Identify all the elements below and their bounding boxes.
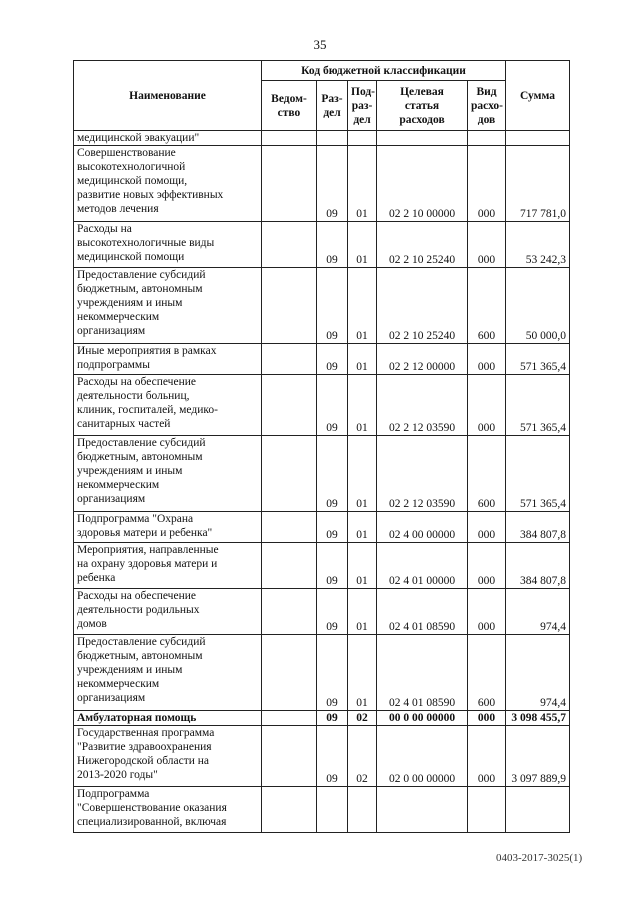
table-row xyxy=(74,436,570,512)
row-target-article: 02 0 00 00000 xyxy=(377,726,468,787)
table-row xyxy=(74,146,570,222)
row-section: 09 xyxy=(317,146,348,222)
row-department xyxy=(262,375,317,436)
budget-table xyxy=(73,60,570,833)
row-subsection: 02 xyxy=(348,711,377,726)
row-name: Амбулаторная помощь xyxy=(74,711,262,726)
row-expense-type: 000 xyxy=(468,512,506,543)
row-name: Предоставление субсидий бюджетным, автономным учреждениям и иным некоммерческим организациям xyxy=(74,635,262,711)
row-section: 09 xyxy=(317,711,348,726)
row-expense-type: 000 xyxy=(468,222,506,268)
table-row xyxy=(74,787,570,833)
row-amount: 384 807,8 xyxy=(506,512,570,543)
row-target-article: 02 2 10 25240 xyxy=(377,222,468,268)
row-target-article: 02 4 00 00000 xyxy=(377,512,468,543)
row-section: 09 xyxy=(317,375,348,436)
row-expense-type: 600 xyxy=(468,635,506,711)
row-amount: 3 097 889,9 xyxy=(506,726,570,787)
table-row xyxy=(74,268,570,344)
row-name: Совершенствование высокотехнологичной медицинской помощи, развитие новых эффективных методов лечения xyxy=(74,146,262,222)
row-amount: 571 365,4 xyxy=(506,344,570,375)
row-target-article: 02 2 12 03590 xyxy=(377,436,468,512)
header-target-article: Целевая статья расходов xyxy=(377,81,468,131)
page-number: 35 xyxy=(313,37,327,52)
row-department xyxy=(262,344,317,375)
row-department xyxy=(262,268,317,344)
row-subsection: 01 xyxy=(348,268,377,344)
row-subsection: 01 xyxy=(348,436,377,512)
table-row xyxy=(74,344,570,375)
row-amount: 717 781,0 xyxy=(506,146,570,222)
table-row xyxy=(74,543,570,589)
row-subsection xyxy=(348,787,377,833)
row-section: 09 xyxy=(317,543,348,589)
row-expense-type: 000 xyxy=(468,543,506,589)
header-amount: Сумма xyxy=(506,61,570,131)
row-subsection: 01 xyxy=(348,512,377,543)
row-expense-type xyxy=(468,787,506,833)
row-section: 09 xyxy=(317,589,348,635)
row-amount: 974,4 xyxy=(506,635,570,711)
table-header xyxy=(74,61,570,131)
table-row xyxy=(74,222,570,268)
table-row xyxy=(74,512,570,543)
row-subsection: 01 xyxy=(348,543,377,589)
row-expense-type: 000 xyxy=(468,375,506,436)
row-target-article: 02 2 10 00000 xyxy=(377,146,468,222)
row-amount xyxy=(506,131,570,146)
row-name: Предоставление субсидий бюджетным, автономным учреждениям и иным некоммерческим организациям xyxy=(74,436,262,512)
row-target-article: 02 2 10 25240 xyxy=(377,268,468,344)
row-amount: 50 000,0 xyxy=(506,268,570,344)
row-expense-type: 000 xyxy=(468,344,506,375)
row-department xyxy=(262,726,317,787)
row-subsection: 01 xyxy=(348,146,377,222)
row-department xyxy=(262,436,317,512)
row-target-article: 02 4 01 08590 xyxy=(377,635,468,711)
row-department xyxy=(262,146,317,222)
row-department xyxy=(262,635,317,711)
row-expense-type: 000 xyxy=(468,589,506,635)
row-expense-type: 600 xyxy=(468,436,506,512)
table-row xyxy=(74,589,570,635)
row-expense-type xyxy=(468,131,506,146)
row-subsection: 01 xyxy=(348,635,377,711)
table-row xyxy=(74,375,570,436)
row-subsection: 01 xyxy=(348,222,377,268)
row-department xyxy=(262,543,317,589)
row-section: 09 xyxy=(317,344,348,375)
row-section: 09 xyxy=(317,268,348,344)
row-name: Расходы на обеспечение деятельности больниц, клиник, госпиталей, медико- санитарных частей xyxy=(74,375,262,436)
row-expense-type: 000 xyxy=(468,711,506,726)
row-subsection: 01 xyxy=(348,589,377,635)
row-department xyxy=(262,787,317,833)
table-row xyxy=(74,635,570,711)
document-code: 0403-2017-3025(1) xyxy=(496,852,583,864)
row-section: 09 xyxy=(317,512,348,543)
header-expense-type: Вид расхо- дов xyxy=(468,81,506,131)
header-department: Ведом- ство xyxy=(262,81,317,131)
row-section: 09 xyxy=(317,635,348,711)
table-row xyxy=(74,131,570,146)
row-section xyxy=(317,787,348,833)
row-name: Предоставление субсидий бюджетным, автономным учреждениям и иным некоммерческим организациям xyxy=(74,268,262,344)
row-department xyxy=(262,222,317,268)
row-amount: 384 807,8 xyxy=(506,543,570,589)
header-name: Наименование xyxy=(74,61,262,131)
row-amount: 53 242,3 xyxy=(506,222,570,268)
header-classification-group: Код бюджетной классификации xyxy=(262,61,506,81)
row-amount xyxy=(506,787,570,833)
row-department xyxy=(262,512,317,543)
row-expense-type: 600 xyxy=(468,268,506,344)
row-name: Подпрограмма "Охрана здоровья матери и ребенка" xyxy=(74,512,262,543)
row-target-article xyxy=(377,787,468,833)
row-expense-type: 000 xyxy=(468,146,506,222)
row-target-article: 00 0 00 00000 xyxy=(377,711,468,726)
row-name: Государственная программа "Развитие здравоохранения Нижегородской области на 2013-2020 годы" xyxy=(74,726,262,787)
row-section: 09 xyxy=(317,436,348,512)
row-target-article: 02 4 01 08590 xyxy=(377,589,468,635)
row-amount: 571 365,4 xyxy=(506,375,570,436)
row-section xyxy=(317,131,348,146)
table-row xyxy=(74,726,570,787)
row-subsection: 02 xyxy=(348,726,377,787)
row-expense-type: 000 xyxy=(468,726,506,787)
row-name: Иные мероприятия в рамках подпрограммы xyxy=(74,344,262,375)
table-row xyxy=(74,711,570,726)
row-name: медицинской эвакуации" xyxy=(74,131,262,146)
row-amount: 3 098 455,7 xyxy=(506,711,570,726)
row-name: Расходы на обеспечение деятельности родильных домов xyxy=(74,589,262,635)
row-subsection xyxy=(348,131,377,146)
row-department xyxy=(262,589,317,635)
row-department xyxy=(262,711,317,726)
row-department xyxy=(262,131,317,146)
row-target-article: 02 2 12 00000 xyxy=(377,344,468,375)
header-section: Раз- дел xyxy=(317,81,348,131)
row-amount: 571 365,4 xyxy=(506,436,570,512)
header-subsection: Под- раз- дел xyxy=(348,81,377,131)
row-amount: 974,4 xyxy=(506,589,570,635)
row-target-article xyxy=(377,131,468,146)
row-section: 09 xyxy=(317,222,348,268)
row-name: Подпрограмма "Совершенствование оказания специализированной, включая xyxy=(74,787,262,833)
row-section: 09 xyxy=(317,726,348,787)
row-subsection: 01 xyxy=(348,344,377,375)
table-body xyxy=(74,131,570,833)
row-target-article: 02 4 01 00000 xyxy=(377,543,468,589)
row-target-article: 02 2 12 03590 xyxy=(377,375,468,436)
row-name: Расходы на высокотехнологичные виды медицинской помощи xyxy=(74,222,262,268)
row-name: Мероприятия, направленные на охрану здоровья матери и ребенка xyxy=(74,543,262,589)
row-subsection: 01 xyxy=(348,375,377,436)
